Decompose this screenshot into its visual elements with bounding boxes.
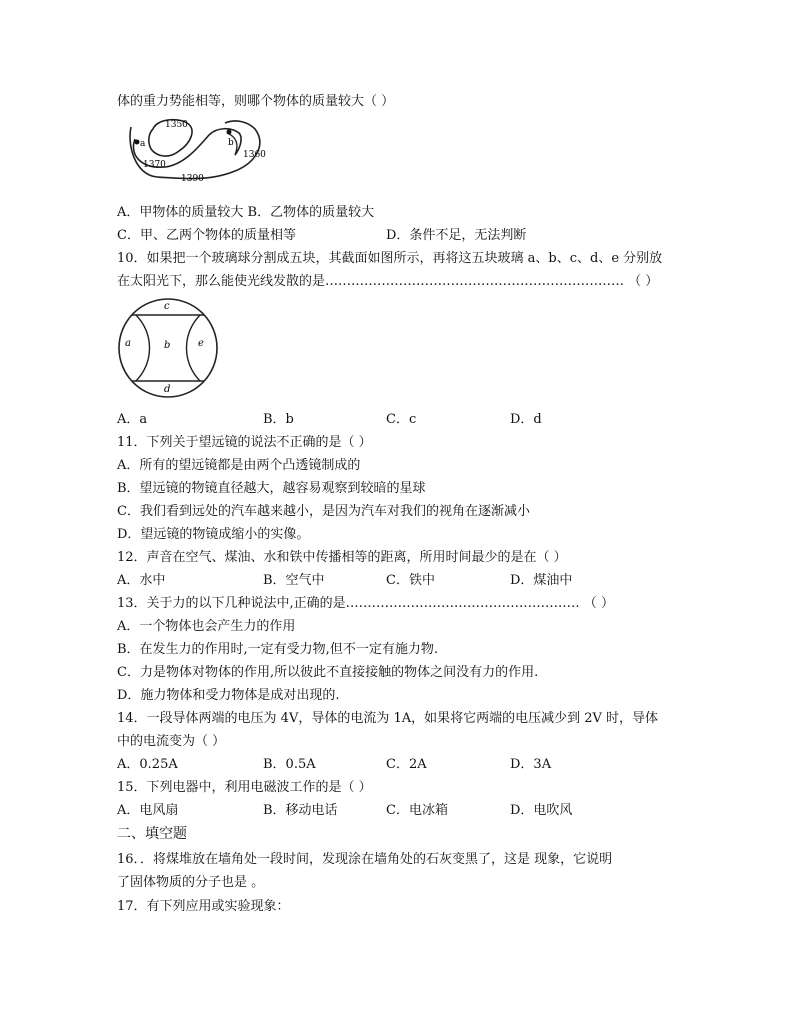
label-1370: 1370 [143, 160, 166, 170]
q11-option-a: A．所有的望远镜都是由两个凸透镜制成的 [117, 458, 361, 473]
label-1360: 1360 [243, 150, 266, 160]
q12-stem: 12．声音在空气、煤油、水和铁中传播相等的距离，所用时间最少的是在（ ） [117, 550, 567, 565]
point-a [135, 140, 140, 145]
q15-option-b: B．移动电话 [263, 803, 338, 818]
q13-option-b: B．在发生力的作用时,一定有受力物,但不一定有施力物. [117, 642, 438, 657]
q10-option-b: B．b [263, 412, 294, 427]
q14-option-b: B．0.5A [263, 757, 316, 772]
label-1350: 1350 [165, 120, 188, 130]
q16-stem-line1: 16．．将煤堆放在墙角处一段时间，发现涂在墙角处的石灰变黑了，这是 现象，它说明 [117, 852, 613, 867]
left-curve [136, 315, 150, 381]
q12-option-b: B．空气中 [263, 573, 325, 588]
q13-option-a: A．一个物体也会产生力的作用 [117, 619, 296, 634]
label-a: a [140, 139, 146, 149]
q13-option-c: C．力是物体对物体的作用,所以彼此不直接接触的物体之间没有力的作用. [117, 665, 539, 680]
q17-stem: 17．有下列应用或实验现象： [117, 899, 290, 914]
q14-stem-line2: 中的电流变为（ ） [117, 734, 226, 749]
q10-option-d: D．d [510, 412, 542, 427]
q11-stem: 11．下列关于望远镜的说法不正确的是（ ） [117, 435, 372, 450]
q9-option-c: C．甲、乙两个物体的质量相等 [117, 228, 296, 243]
q14-option-c: C．2A [386, 757, 427, 772]
q16-stem-line2: 了固体物质的分子也是 。 [117, 875, 265, 890]
q13-option-d: D．施力物体和受力物体是成对出现的. [117, 688, 340, 703]
q15-option-d: D．电吹风 [510, 803, 573, 818]
q11-option-d: D．望远镜的物镜成缩小的实像。 [117, 527, 310, 542]
q10-stem-line2: 在太阳光下，那么能使光线发散的是…………………………………………………………… （ ） [117, 274, 659, 289]
q10-option-c: C．c [386, 412, 417, 427]
q14-option-d: D．3A [510, 757, 552, 772]
label-1390: 1390 [181, 174, 204, 184]
q11-option-c: C．我们看到远处的汽车越来越小，是因为汽车对我们的视角在逐渐减小 [117, 504, 530, 519]
section-title-fill-in: 二、填空题 [117, 826, 187, 842]
q12-option-a: A．水中 [117, 573, 166, 588]
label-e: e [198, 338, 204, 349]
point-b [227, 130, 232, 135]
q15-stem: 15．下列电器中，利用电磁波工作的是（ ） [117, 780, 372, 795]
label-d: d [164, 384, 171, 395]
q13-stem: 13．关于力的以下几种说法中,正确的是……………………………………………… （ ） [117, 596, 614, 611]
label-a: a [125, 338, 131, 349]
q12-option-c: C．铁中 [386, 573, 435, 588]
label-b: b [164, 340, 171, 351]
q15-option-a: A．电风扇 [117, 803, 179, 818]
q10-option-a: A．a [117, 412, 148, 427]
q9-options-ab: A．甲物体的质量较大 B．乙物体的质量较大 [117, 205, 375, 220]
q9-contour-map-figure [127, 115, 277, 187]
q10-stem-line1: 10．如果把一个玻璃球分割成五块，其截面如图所示，再将这五块玻璃 a、b、c、d、e 分别放 [117, 251, 663, 266]
q11-option-b: B．望远镜的物镜直径越大，越容易观察到较暗的星球 [117, 481, 426, 496]
q14-option-a: A．0.25A [117, 757, 178, 772]
q14-stem-line1: 14．一段导体两端的电压为 4V，导体的电流为 1A，如果将它两端的电压减少到 2V 时，导体 [117, 711, 659, 726]
label-c: c [164, 301, 170, 312]
q12-option-d: D．煤油中 [510, 573, 573, 588]
q15-option-c: C．电冰箱 [386, 803, 448, 818]
q10-glass-ball-figure [116, 296, 220, 400]
q9-option-d: D．条件不足，无法判断 [386, 228, 527, 243]
label-b: b [228, 138, 234, 148]
q9-stem-tail: 体的重力势能相等，则哪个物体的质量较大（ ） [117, 94, 395, 109]
